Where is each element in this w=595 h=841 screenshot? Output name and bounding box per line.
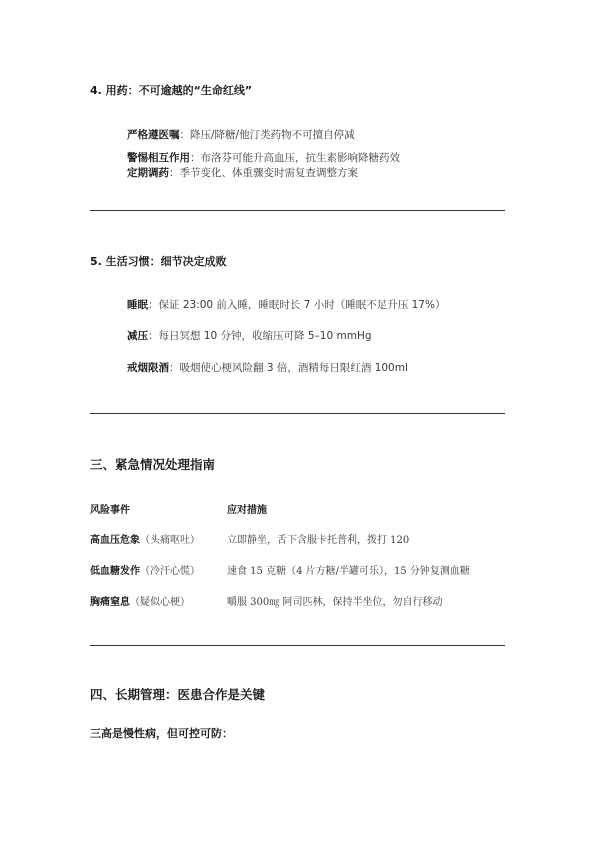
- list-item: [127, 165, 358, 180]
- item-separator: ：: [179, 129, 190, 141]
- item-term: 减压: [127, 330, 148, 342]
- item-text: 降压/降糖/他汀类药物不可擅自停减: [190, 129, 355, 141]
- item-term: 严格遵医嘱: [127, 129, 180, 141]
- table-header-risk: [90, 501, 130, 516]
- item-term: 警惕相互作用: [127, 152, 190, 164]
- column-label: 应对措施: [227, 505, 267, 516]
- event-name: 低血糖发作: [90, 566, 140, 577]
- table-row-event: [90, 593, 190, 608]
- divider: [90, 210, 505, 211]
- item-text: 布洛芬可能升高血压，抗生素影响降糖药效: [200, 152, 400, 164]
- event-name: 高血压危象: [90, 535, 140, 546]
- list-item: [127, 127, 355, 142]
- longterm-subheading: 三高是慢性病，但可控可防：: [90, 727, 233, 740]
- event-note: （头痛呕吐）: [140, 535, 200, 546]
- item-text: 保证 23:00 前入睡，睡眠时长 7 小时（睡眠不足升压 17%）: [158, 299, 446, 311]
- item-separator: ：: [148, 330, 159, 342]
- longterm-heading: 四、长期管理：医患合作是关键: [90, 687, 266, 702]
- item-separator: ：: [169, 167, 180, 179]
- item-text: 每日冥想 10 分钟，收缩压可降 5–10 mmHg: [158, 330, 372, 342]
- list-item: [127, 360, 408, 375]
- item-separator: ：: [169, 362, 180, 374]
- column-label: 风险事件: [90, 505, 130, 516]
- table-row-action: 嚼服 300㎎ 阿司匹林，保持半坐位，勿自行移动: [227, 597, 443, 608]
- table-row-action: 立即静坐，舌下含服卡托普利，拨打 120: [227, 535, 410, 546]
- event-name: 胸痛窒息: [90, 597, 130, 608]
- section-5-heading: 5. 生活习惯：细节决定成败: [90, 255, 227, 268]
- list-item: [127, 297, 445, 312]
- item-separator: ：: [148, 299, 159, 311]
- emergency-heading: 三、紧急情况处理指南: [90, 457, 216, 472]
- item-text: 吸烟使心梗风险翻 3 倍，酒精每日限红酒 100ml: [179, 362, 408, 374]
- item-term: 定期调药: [127, 167, 169, 179]
- divider: [90, 645, 505, 646]
- table-header-action: [227, 501, 267, 516]
- event-note: （冷汗心慌）: [140, 566, 200, 577]
- table-row-event: [90, 531, 200, 546]
- divider: [90, 413, 505, 414]
- event-note: （疑似心梗）: [130, 597, 190, 608]
- item-term: 戒烟限酒: [127, 362, 169, 374]
- item-separator: ：: [190, 152, 201, 164]
- table-row-action: 速食 15 克糖（4 片方糖/半罐可乐），15 分钟复测血糖: [227, 566, 470, 577]
- table-row-event: [90, 562, 200, 577]
- section-4-heading: 4. 用药：不可逾越的“生命红线”: [90, 84, 253, 97]
- list-item: [127, 328, 372, 343]
- item-text: 季节变化、体重骤变时需复查调整方案: [179, 167, 358, 179]
- list-item: [127, 150, 400, 165]
- item-term: 睡眠: [127, 299, 148, 311]
